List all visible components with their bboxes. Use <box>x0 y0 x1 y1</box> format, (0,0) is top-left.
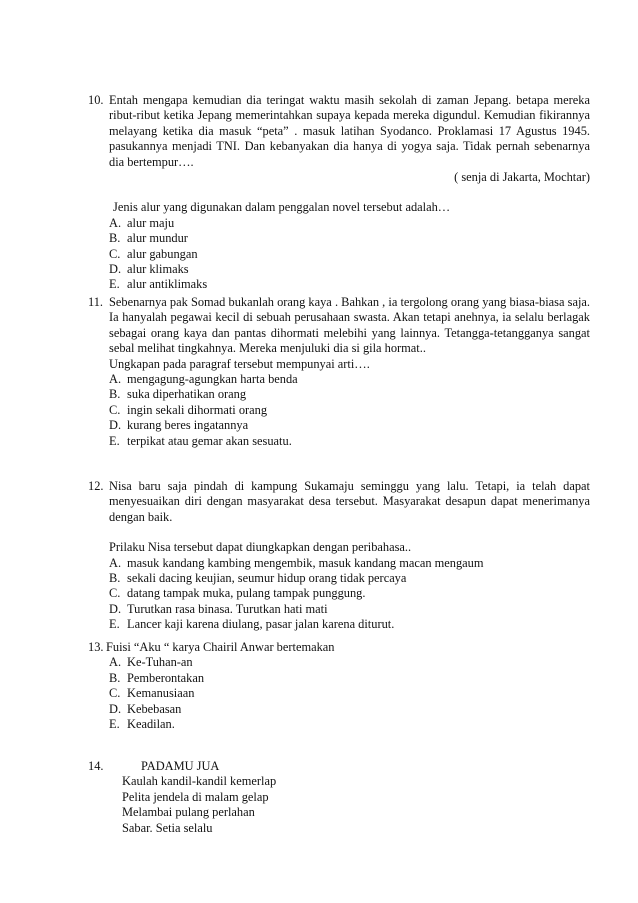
question-10 <box>88 93 590 293</box>
question-11 <box>88 295 590 449</box>
option-a[interactable]: A. mengagung-agungkan harta benda <box>109 372 298 387</box>
option-b[interactable]: B. alur mundur <box>109 231 188 246</box>
option-b[interactable]: B. Pemberontakan <box>109 670 205 685</box>
poem-line: Kaulah kandil-kandil kemerlap <box>122 774 277 789</box>
option-c[interactable]: C. datang tampak muka, pulang tampak punggung. <box>109 586 366 601</box>
question-stem: Jenis alur yang digunakan dalam penggalan novel tersebut adalah… <box>113 200 451 215</box>
question-number: 12. <box>88 479 104 493</box>
option-c[interactable]: C. Kemanusiaan <box>109 686 195 701</box>
option-e[interactable]: E. alur antiklimaks <box>109 277 208 292</box>
option-d[interactable]: D. Kebebasan <box>109 701 182 716</box>
option-b[interactable]: B. suka diperhatikan orang <box>109 387 247 402</box>
question-passage: Entah mengapa kemudian dia teringat waktu masih sekolah di zaman Jepang. betapa mereka ribut-ribut ketika Jepang memerintahkan supaya kepada mereka digundul. Kemudian fikirannya melayang ketika dia masuk “peta” . masuk latihan Syodanco. Proklamasi 17 Agustus 1945. pasukannya menjadi TNI. Dan kebanyakan dia hanya di yogya saja. Tidak pernah sebenarnya dia bertempur…. <box>109 93 590 169</box>
question-number: 10. <box>88 93 104 107</box>
question-number: 13. <box>88 640 104 654</box>
option-d[interactable]: D. Turutkan rasa binasa. Turutkan hati mati <box>109 601 328 616</box>
question-number: 11. <box>88 295 104 309</box>
passage-source: ( senja di Jakarta, Mochtar) <box>454 170 590 185</box>
poem-line: Pelita jendela di malam gelap <box>122 789 269 804</box>
option-e[interactable]: E. Keadilan. <box>109 717 175 732</box>
option-a[interactable]: A. Ke-Tuhan-an <box>109 655 193 670</box>
options-list <box>109 556 590 633</box>
options-list <box>109 655 590 732</box>
poem-title: PADAMU JUA <box>141 759 220 773</box>
options-list <box>109 216 590 293</box>
poem-line: Sabar. Setia selalu <box>122 820 213 835</box>
question-number: 14. <box>88 759 104 773</box>
option-e[interactable]: E. Lancer kaji karena diulang, pasar jalan karena diturut. <box>109 617 395 632</box>
option-c[interactable]: C. alur gabungan <box>109 246 198 261</box>
option-c[interactable]: C. ingin sekali dihormati orang <box>109 402 268 417</box>
option-e[interactable]: E. terpikat atau gemar akan sesuatu. <box>109 433 292 448</box>
poem-line: Melambai pulang perlahan <box>122 805 255 820</box>
poem-body <box>122 774 590 836</box>
option-a[interactable]: A. masuk kandang kambing mengembik, masuk kandang macan mengaum <box>109 555 484 570</box>
question-14 <box>88 759 590 836</box>
question-stem: Fuisi “Aku “ karya Chairil Anwar bertemakan <box>106 640 335 654</box>
option-a[interactable]: A. alur maju <box>109 215 175 230</box>
question-13 <box>88 640 590 732</box>
option-d[interactable]: D. alur klimaks <box>109 262 189 277</box>
question-passage: Nisa baru saja pindah di kampung Sukamaju seminggu yang lalu. Tetapi, ia telah dapat menyesuaikan diri dengan masyarakat desa tersebut. Masyarakat desapun dapat menerimanya dengan baik. <box>109 479 590 524</box>
question-stem: Ungkapan pada paragraf tersebut mempunyai arti…. <box>109 356 370 371</box>
option-d[interactable]: D. kurang beres ingatannya <box>109 418 249 433</box>
question-stem: Prilaku Nisa tersebut dapat diungkapkan dengan peribahasa.. <box>109 540 412 555</box>
option-b[interactable]: B. sekali dacing keujian, seumur hidup orang tidak percaya <box>109 571 407 586</box>
question-passage: Sebenarnya pak Somad bukanlah orang kaya . Bahkan , ia tergolong orang yang biasa-biasa saja. Ia hanyalah pegawai kecil di sebuah perusahaan swasta. Akan tetapi anehnya, ia selalu berlagak sebagai orang kaya dan pantas dihormati melebihi yang lainnya. Tetangga-tetangganya sangat sebal melihat tingkahnya. Mereka menjuluki dia si gila hormat.. <box>109 295 590 356</box>
options-list <box>109 372 590 449</box>
question-12 <box>88 479 590 633</box>
